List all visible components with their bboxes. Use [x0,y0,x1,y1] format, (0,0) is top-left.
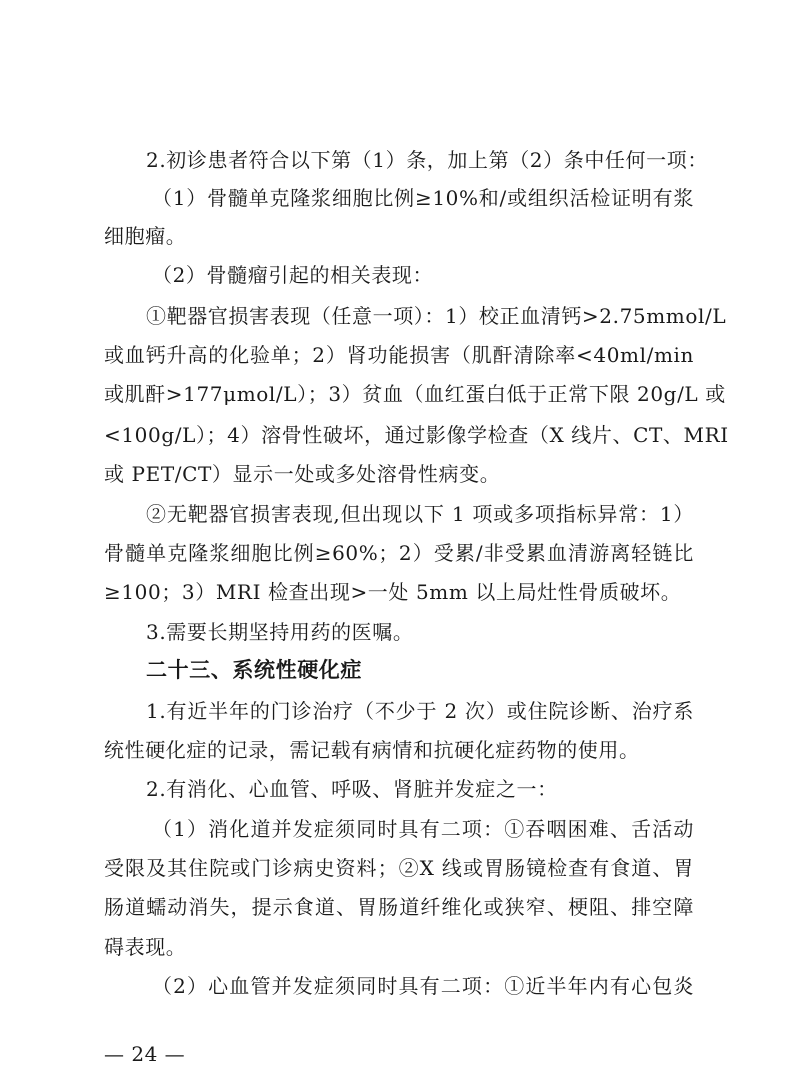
page-number: — 24 — [104,1042,186,1066]
section-heading: 二十三、系统性硬化症 [146,658,362,682]
paragraph-line: <100g/L）；4）溶骨性破坏，通过影像学检查（X 线片、CT、MRI [104,423,729,447]
paragraph-line: ②无靶器官损害表现,但出现以下 1 项或多项指标异常：1） [146,502,694,526]
paragraph-line: 细胞瘤。 [104,224,187,248]
paragraph-line: 肠道蠕动消失，提示食道、胃肠道纤维化或狭窄、梗阻、排空障 [104,895,694,919]
paragraph-line: 受限及其住院或门诊病史资料；②X 线或胃肠镜检查有食道、胃 [104,856,694,880]
paragraph-line: （1）骨髓单克隆浆细胞比例≥10%和/或组织活检证明有浆 [152,186,694,210]
paragraph-line: （1）消化道并发症须同时具有二项：①吞咽困难、舌活动 [152,817,694,841]
paragraph-line: 骨髓单克隆浆细胞比例≥60%；2）受累/非受累血清游离轻链比 [104,541,694,565]
paragraph-line: 2.有消化、心血管、呼吸、肾脏并发症之一： [146,777,558,801]
paragraph-line: ①靶器官损害表现（任意一项）：1）校正血清钙>2.75mmol/L [146,304,727,328]
paragraph-line: （2）心血管并发症须同时具有二项：①近半年内有心包炎 [152,974,694,998]
paragraph-line: （2）骨髓瘤引起的相关表现： [152,263,434,287]
paragraph-line: 统性硬化症的记录，需记载有病情和抗硬化症药物的使用。 [104,738,640,762]
paragraph-line: 或血钙升高的化验单；2）肾功能损害（肌酐清除率<40ml/min [104,343,694,367]
paragraph-line: ≥100；3）MRI 检查出现>一处 5mm 以上局灶性骨质破坏。 [104,580,682,604]
paragraph-line: 或肌酐>177μmol/L）；3）贫血（血红蛋白低于正常下限 20g/L 或 [104,382,726,406]
paragraph-line: 2.初诊患者符合以下第（1）条，加上第（2）条中任何一项： [146,148,708,172]
paragraph-line: 3.需要长期坚持用药的医嘱。 [146,620,414,644]
paragraph-line: 1.有近半年的门诊治疗（不少于 2 次）或住院诊断、治疗系 [146,699,694,723]
paragraph-line: 或 PET/CT）显示一处或多处溶骨性病变。 [104,462,501,486]
paragraph-line: 碍表现。 [104,935,187,959]
